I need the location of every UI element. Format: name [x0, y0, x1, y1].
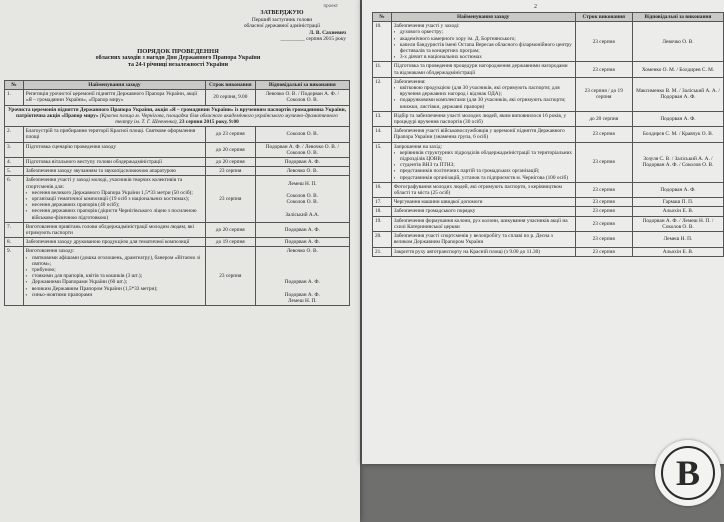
row-date: 23 серпня	[206, 167, 255, 176]
row-date: 23 серпня	[575, 216, 632, 231]
table-row	[373, 232, 724, 247]
row-date: 23 серпня	[575, 182, 632, 197]
events-table-1	[4, 80, 350, 306]
row-resp: Лемеш Н. П.	[632, 232, 723, 247]
table-row	[373, 127, 724, 142]
row-date: до 23 серпня	[206, 127, 255, 142]
row-date: 23 серпня / до 19 серпня	[575, 77, 632, 111]
row-resp: Левочко О. В. / Подорван А. Ф. / Соколов О. В.	[255, 90, 349, 105]
row-date: 23 серпня	[206, 247, 255, 306]
list-item: ▪ 3-х діячит в національних костюмах	[394, 54, 573, 60]
row-name	[391, 22, 575, 62]
ceremony-date: 23 серпня 2015 року, 9:00	[179, 119, 239, 126]
row-intro: Закриття руху автотранспорту на Красній площі (з 9.00 до 11.30)	[393, 248, 541, 255]
resp-line: Заліський А.А.	[285, 211, 320, 218]
row-name	[391, 111, 575, 126]
row-intro: Забезпечення громадського порядку	[393, 208, 476, 215]
row-name	[391, 77, 575, 111]
document-page-1	[0, 0, 360, 522]
list-item: ▪ несення державних прапорів (діцисти Чернігівського ліцею з посиленою військово-фізичною підготовкою)	[26, 208, 203, 220]
row-name: Підготовка сценарію проведення заходу	[23, 142, 205, 157]
table-row	[373, 62, 724, 77]
row-resp: Зозуля С. В. / Заліський А. А. / Подорван А. Ф. / Соколов О. В.	[632, 142, 723, 182]
row-resp: Подорван А. Ф.	[632, 182, 723, 197]
row-resp: Подорван А. Ф.	[255, 238, 349, 247]
row-intro: Забезпечення участі у заході:	[393, 23, 460, 30]
list-item: ▪ великим Державним Прапором України (1,5*33 метри);	[26, 286, 203, 292]
row-name	[391, 232, 575, 247]
list-item: ▪ трибуною;	[26, 267, 203, 273]
row-resp: Хоменко О. М. / Болдирев С. М.	[632, 62, 723, 77]
row-name: Виготовлення привітань голови облдержадміністрації молодим людям, які отримують паспорти	[23, 222, 205, 237]
row-resp: Подорван А. Ф. / Левочко О. В. / Соколов О. В.	[255, 142, 349, 157]
row-number: 20.	[373, 232, 392, 247]
list-item: ▪ несення державних прапорів (40 осіб);	[26, 202, 203, 208]
row-date: до 20 серпня	[575, 111, 632, 126]
list-item: ▪ несення великого Державного Прапора України 1,5*33 метри (50 осіб);	[26, 190, 203, 196]
row-name	[391, 142, 575, 182]
table-row	[373, 198, 724, 207]
list-item: ▪ представників організацій, установ та підприємств м. Чернігова (100 осіб)	[394, 175, 573, 181]
row-name	[391, 62, 575, 77]
approval-line1: Перший заступник голови	[251, 16, 313, 23]
row-intro: Підготовка та проведення процедури нагородження державними нагородами та відзнаками облдержадміністрації	[393, 63, 568, 76]
resp-line: Лемеш Н. П.	[287, 180, 317, 187]
row-resp: Болдирєв С. М. / Кравчук О. В.	[632, 127, 723, 142]
row-date: 23 серпня	[575, 127, 632, 142]
ceremony-row	[5, 105, 350, 127]
row-number: 2.	[5, 127, 24, 142]
row-number: 16.	[373, 182, 392, 197]
row-number: 14.	[373, 127, 392, 142]
col-event-name: Найменування заходу	[23, 81, 205, 90]
row-name: Благоустрій та прибирання території Красної площі. Святкове оформлення площі	[23, 127, 205, 142]
page-number: 2	[534, 4, 537, 10]
resp-line: Лемеш Н. П.	[287, 298, 317, 305]
col-number: №	[5, 81, 24, 90]
table-row	[373, 111, 724, 126]
site-logo	[655, 440, 721, 506]
table-row	[5, 158, 350, 167]
col-deadline: Строк виконання	[575, 13, 632, 22]
row-date: 23 серпня	[575, 22, 632, 62]
row-name	[391, 247, 575, 256]
approval-date: _________ серпня 2015 року	[280, 36, 346, 43]
row-number: 21.	[373, 247, 392, 256]
row-date: 23 серпня	[575, 142, 632, 182]
row-number: 8.	[5, 238, 24, 247]
row-name	[391, 207, 575, 216]
row-date: 23 серпня	[575, 247, 632, 256]
logo-letter: В	[661, 446, 715, 500]
row-number: 5.	[5, 167, 24, 176]
row-number: 10.	[373, 22, 392, 62]
row-resp: Левочко О. В.	[255, 167, 349, 176]
row-intro: Чергування машини швидкої допомоги	[393, 199, 483, 206]
row-resp: Подорван А. Ф.	[255, 158, 349, 167]
row-date: 23 серпня	[575, 232, 632, 247]
col-deadline: Строк виконання	[206, 81, 255, 90]
table-row	[5, 167, 350, 176]
list-item: ▪ організації тематичної композиції (19 осіб з національних костюмах);	[26, 196, 203, 202]
resp-line: Левочко О. В.	[286, 248, 318, 255]
row-number: 15.	[373, 142, 392, 182]
row-date: до 20 серпня	[206, 142, 255, 157]
row-name	[391, 182, 575, 197]
row-name: Підготовка вітального виступу голови облдержадміністрації	[23, 158, 205, 167]
row-name	[391, 127, 575, 142]
list-item: ▪ академічного камерного хору ім. Д. Бортнянського;	[394, 36, 573, 42]
row-intro: Забезпечення участі у заході молоді, учасників творчих колективів та спортсменів для:	[25, 177, 183, 190]
row-intro: Запрошення на захід:	[393, 143, 443, 150]
approval-block	[218, 10, 346, 43]
table-row	[373, 207, 724, 216]
table-row	[5, 238, 350, 247]
list-item: ▪ стоякими для прапорів, квітів та кошиків (3 шт.);	[26, 273, 203, 279]
row-date: 23 серпня	[206, 176, 255, 222]
resp-line: Подорван А. Ф.	[284, 279, 320, 286]
row-resp: Левочко О. В.	[632, 22, 723, 62]
row-intro: Забезпечення:	[393, 78, 426, 85]
row-resp: Гармаш П. П.	[632, 198, 723, 207]
table-row	[373, 247, 724, 256]
table-row	[373, 216, 724, 231]
row-name	[391, 198, 575, 207]
approval-signer: Л. В. Сахневич	[309, 29, 346, 36]
row-number: 12.	[373, 77, 392, 111]
row-number: 7.	[5, 222, 24, 237]
row-resp: Альохін Е. В.	[632, 207, 723, 216]
row-resp: Соколов О. В.	[255, 127, 349, 142]
row-resp	[255, 176, 349, 222]
events-table-2	[372, 12, 724, 257]
row-number: 6.	[5, 176, 24, 222]
row-number: 13.	[373, 111, 392, 126]
table-row	[5, 247, 350, 306]
table-header-row	[5, 81, 350, 90]
row-number: 17.	[373, 198, 392, 207]
row-intro: Відбір та забезпечення участі молодих людей, яким виповнилося 16 років, у процедурі вручення паспортів (30 осіб)	[393, 112, 567, 126]
document-page-2	[362, 0, 724, 464]
row-date: 23 серпня	[575, 198, 632, 207]
list-item: ▪ студентів ВНЗ та ПТНЗ;	[394, 162, 573, 168]
table-row	[5, 127, 350, 142]
list-item: ▪ духового оркестру;	[394, 29, 573, 35]
row-number: 9.	[5, 247, 24, 306]
col-event-name: Найменування заходу	[391, 13, 575, 22]
col-number: №	[373, 13, 392, 22]
row-intro: Забезпечення участі спортсменів у велопробігу та сплаві по р. Десна з великом Державним Прапором України	[393, 233, 553, 246]
document-heading	[18, 48, 338, 69]
approval-title: ЗАТВЕРДЖУЮ	[260, 10, 304, 16]
table-row	[373, 22, 724, 62]
list-item: ▪ капели бандуристів імені Остапа Вересая обласного філармонійного центру фестивалів та концертних програм;	[394, 42, 573, 54]
ceremony-place: (Красна площа м. Чернігова, площадка біля обласного академічного українського музично-драматичного театру ім. Т. Г. Шевченка),	[99, 112, 338, 126]
row-intro: Виготовлення заходу:	[25, 248, 75, 255]
row-resp: Подорван А. Ф. / Лемеш Н. П. / Соколов О. В.	[632, 216, 723, 231]
table-body	[373, 22, 724, 257]
list-item: ▪ представників політичних партій та громадських організацій;	[394, 168, 573, 174]
list-item: ▪ квітковою продукцією (для 30 учасників, які отримують паспорти; для вручення державних нагород і відзнак ОДА);	[394, 85, 573, 97]
col-responsible: Відповідальні за виконання	[255, 81, 349, 90]
row-name	[23, 176, 205, 222]
table-row	[5, 142, 350, 157]
list-item: ▪ синьо-жовтими прапорами	[26, 292, 203, 298]
resp-line: Соколов О. В.	[286, 199, 319, 206]
row-resp: Подорван А. Ф.	[255, 222, 349, 237]
row-intro: Забезпечення участі військовослужбовців у церемонії підняття Державного Прапора України (знаменна група, 6 осіб)	[393, 128, 565, 141]
row-date: 20 серпня, 9.00	[206, 90, 255, 105]
row-date: до 19 серпня	[206, 238, 255, 247]
row-date: 23 серпня	[575, 207, 632, 216]
heading-line2: та 24-ї річниці незалежності України	[127, 62, 229, 68]
row-date: до 20 серпня	[206, 222, 255, 237]
row-number: 18.	[373, 207, 392, 216]
row-intro: Фотографування молодих людей, які отримують паспорти, з керівництвом області та міста (25 осіб)	[393, 183, 562, 197]
table-header-row	[373, 13, 724, 22]
row-date: до 20 серпня	[206, 158, 255, 167]
list-item: ▪ Державними Прапорами України (60 шт.);	[26, 279, 203, 285]
row-resp	[255, 247, 349, 306]
row-date: 23 серпня	[575, 62, 632, 77]
ceremony-title: Урочиста церемонія підняття Державного Прапора України, акція «Я – громадянин України» із врученням паспортів громадянина України, патріотична акція «Прапор миру»	[7, 106, 347, 119]
row-name	[23, 247, 205, 306]
list-item: ▪ святковими афішами (дошка оголошень, драмтеатру), банером «Вітаємо зі святом»;	[26, 255, 203, 267]
table-row	[373, 142, 724, 182]
row-name: Забезпечення заходу друкованою продукцією для тематичної композиції	[23, 238, 205, 247]
resp-line: Соколов О. В.	[286, 192, 319, 199]
row-intro: Забезпечення формування колони, рух колони, шикування учасників акції на схилі Катерининської церкви	[393, 217, 568, 230]
row-resp: Подорван А. Ф.	[632, 111, 723, 126]
row-name: Репетиція урочистої церемонії підняття Державного Прапора України, акції «Я – громадянин України», «Прапор миру»	[23, 90, 205, 105]
document-title: ПОРЯДОК ПРОВЕДЕННЯ	[137, 48, 219, 55]
list-item: ▪ подарунковими комплектами (для 30 учасників, які отримують паспорти; книжки, листівки, державні прапори)	[394, 97, 573, 109]
table-row	[373, 77, 724, 111]
row-number: 3.	[5, 142, 24, 157]
table-row	[373, 182, 724, 197]
table-row	[5, 90, 350, 105]
row-resp: Альохін Е. В.	[632, 247, 723, 256]
ceremony-header	[5, 105, 350, 127]
row-number: 1.	[5, 90, 24, 105]
list-item: ▪ керівників структурних підрозділів облдержадміністрації та територіальних підрозділів ЦОВВ;	[394, 150, 573, 162]
row-resp: Максименко В. М. / Заліський А. А. / Подорван А. Ф.	[632, 77, 723, 111]
col-responsible: Відповідальні за виконання	[632, 13, 723, 22]
resp-line: Подорван А. Ф.	[284, 291, 320, 298]
table-row	[5, 176, 350, 222]
row-number: 11.	[373, 62, 392, 77]
row-name	[391, 216, 575, 231]
row-name: Забезпечення заходу звучанням та звукопідсилюючою апаратурою	[23, 167, 205, 176]
row-number: 4.	[5, 158, 24, 167]
table-row	[5, 222, 350, 237]
draft-note: проект	[323, 4, 338, 9]
approval-line2: обласної державної адміністрації	[243, 23, 321, 30]
row-number: 19.	[373, 216, 392, 231]
heading-line1: обласних заходів з нагоди Дня Державного Прапора України	[95, 55, 261, 61]
